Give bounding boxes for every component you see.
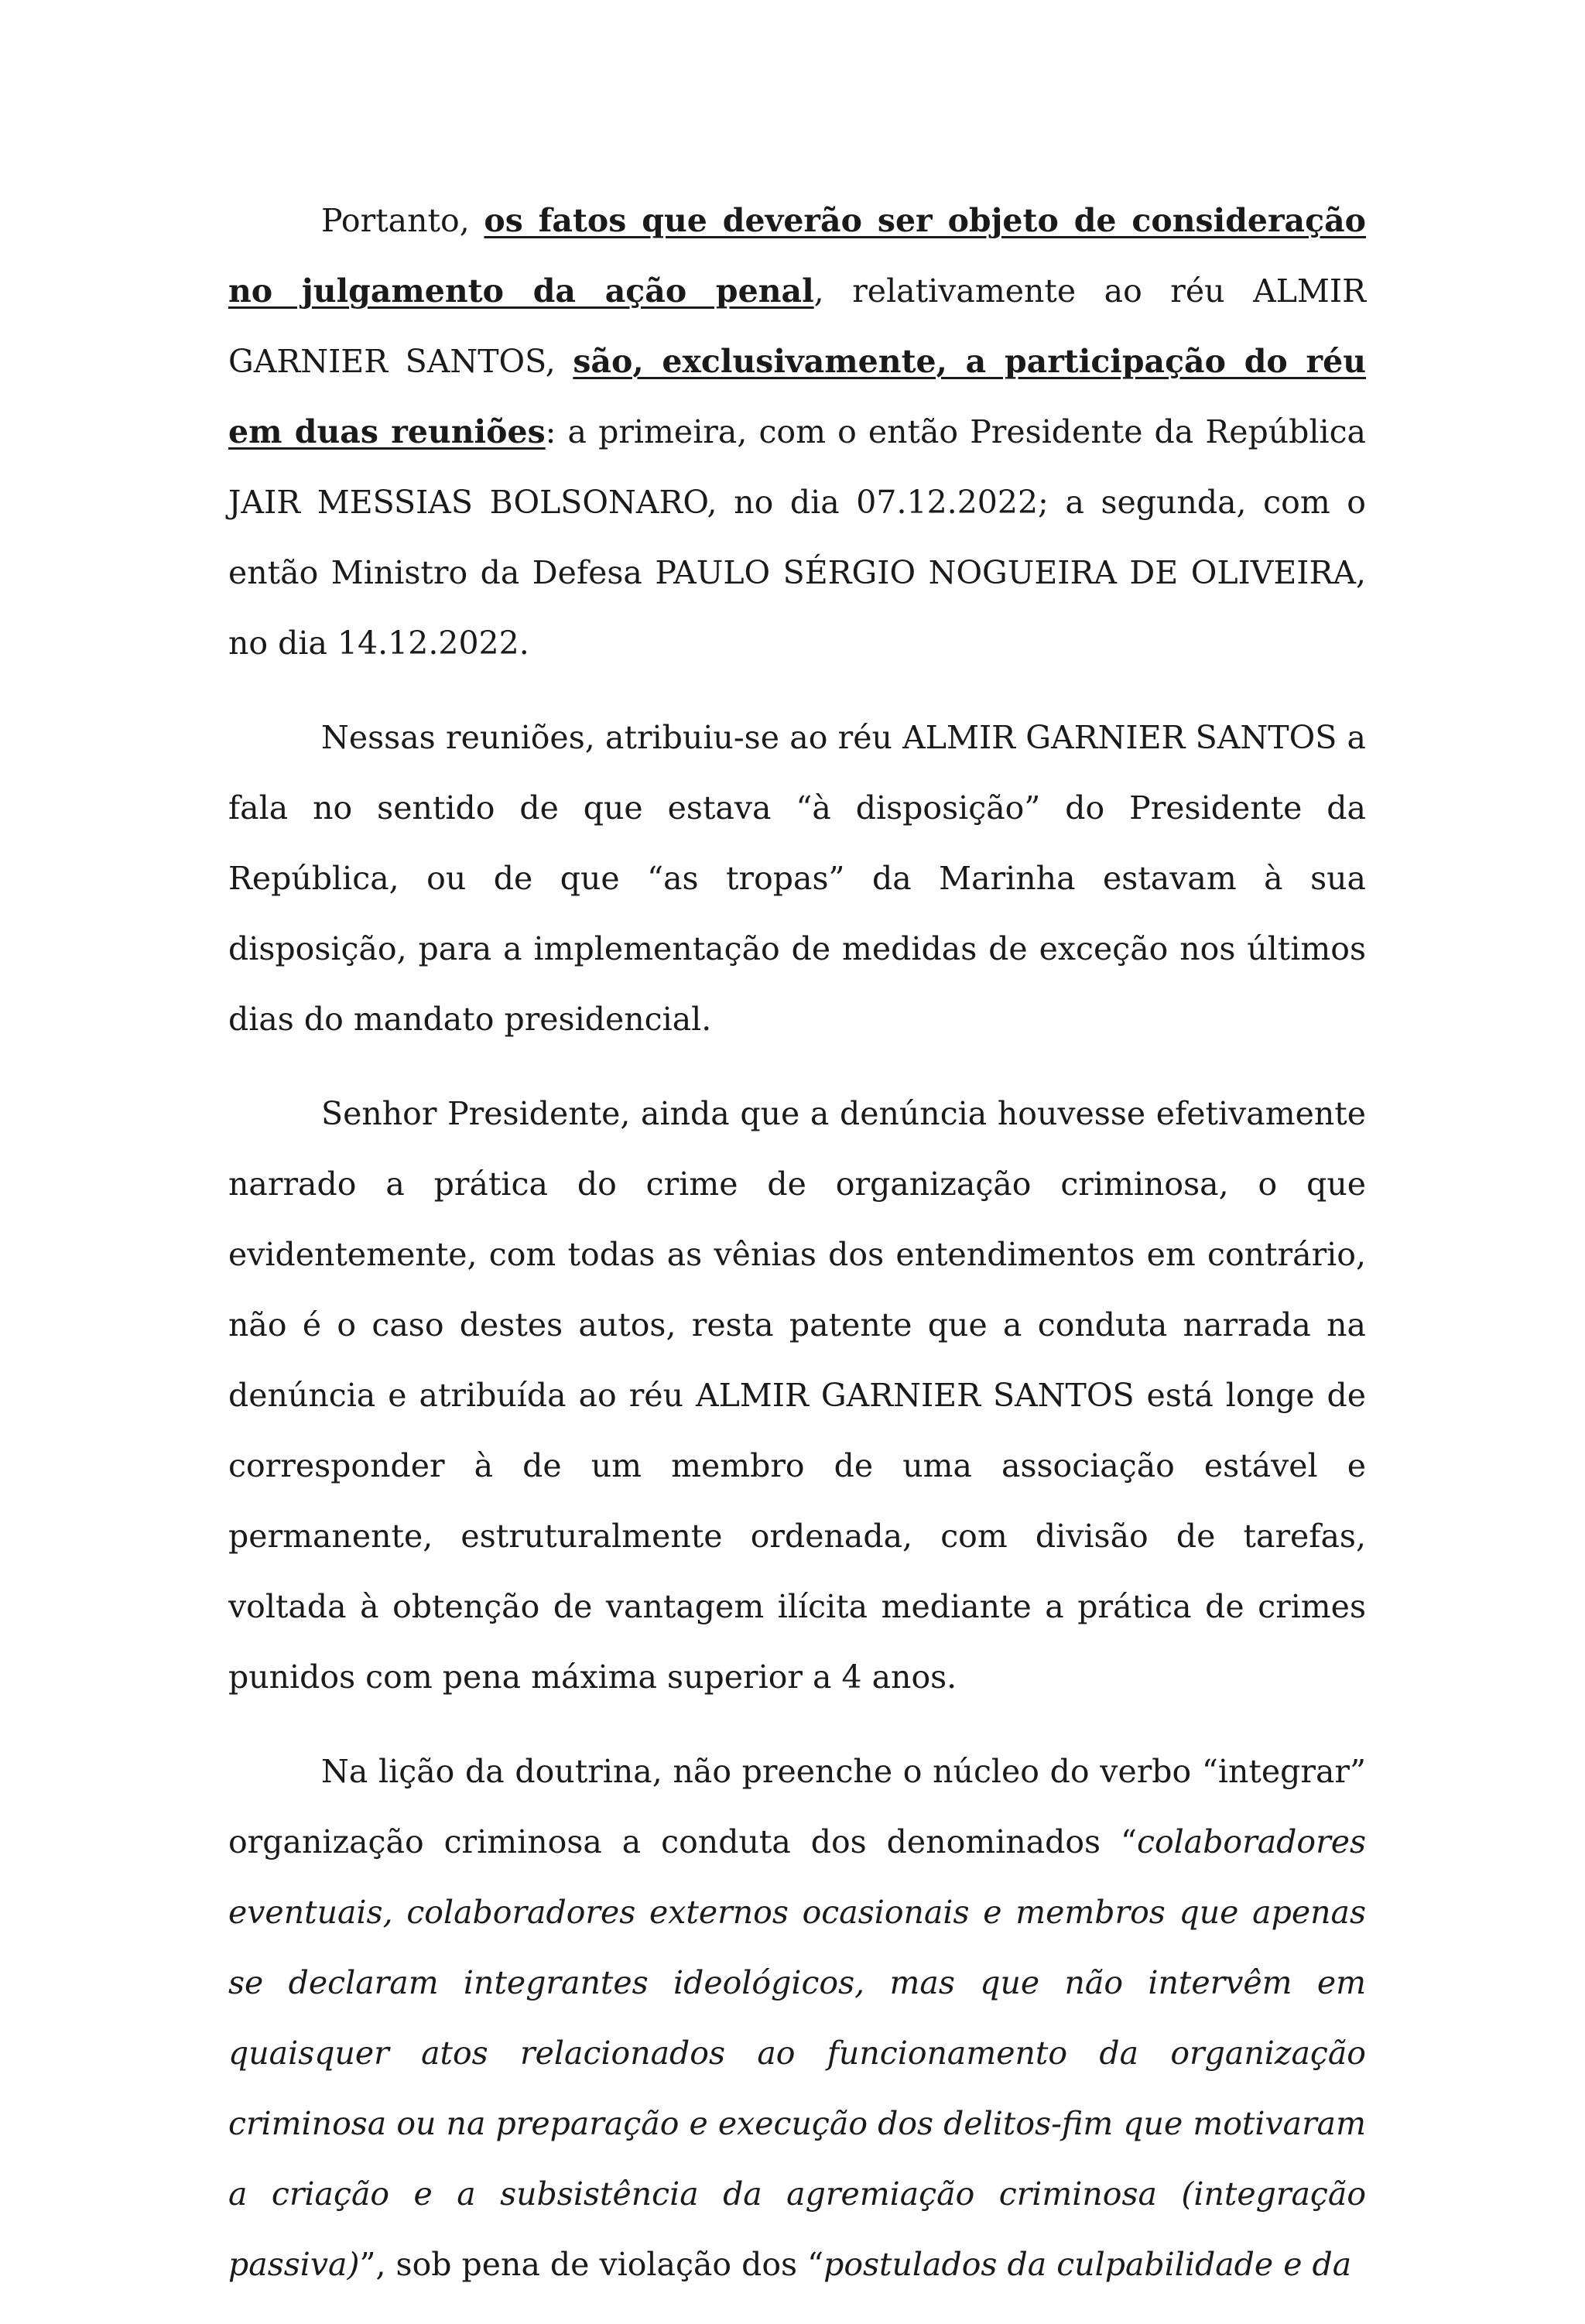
body-text [228,186,1366,2324]
paragraph-1 [228,186,1366,679]
emphasis-facts-for-judgment: os fatos que deverão ser objeto de consideração no julgamento da ação penal [228,202,1366,310]
principles-quotation: postulados da culpabilidade e da [823,2246,1352,2283]
paragraph-1-text: Portanto, [321,202,484,239]
paragraph-4-text: ”, sob pena de violação dos “ [359,2246,824,2283]
paragraph-2-text: Nessas reuniões, atribuiu-se ao réu ALMIR GARNIER SANTOS a fala no sentido de que estava “à disposição” do Presidente da República, ou de que “as tropas” da Marinha estavam à sua disposição, para a implementação de medidas de exceção nos últimos dias do mandato presidencial. [228,719,1366,1038]
paragraph-2 [228,703,1366,1055]
paragraph-3-text: Senhor Presidente, ainda que a denúncia houvesse efetivamente narrado a prática do crime de organização criminosa, o que evidentemente, com todas as vênias dos entendimentos em contrário, não é o caso destes autos, resta patente que a conduta narrada na denúncia e atribuída ao réu ALMIR GARNIER SANTOS está longe de corresponder à de um membro de uma associação estável e permanente, estruturalmente ordenada, com divisão de tarefas, voltada à obtenção de vantagem ilícita mediante a prática de crimes punidos com pena máxima superior a 4 anos. [228,1095,1366,1696]
paragraph-3 [228,1079,1366,1713]
doctrine-quotation: colaboradores eventuais, colaboradores externos ocasionais e membros que apenas se declaram integrantes ideológicos, mas que não intervêm em quaisquer atos relacionados ao funcionamento da organização criminosa ou na preparação e execução dos delitos-fim que motivaram a criação e a subsistência da agremiação criminosa (integração passiva) [228,1823,1366,2283]
emphasis-two-meetings: são, exclusivamente, a participação do réu em duas reuniões [228,343,1367,450]
paragraph-4 [228,1737,1366,2300]
paragraph-1-text: : a primeira, com o então Presidente da República JAIR MESSIAS BOLSONARO, no dia 07.12.2022; a segunda, com o então Ministro da Defesa PAULO SÉRGIO NOGUEIRA DE OLIVEIRA, no dia 14.12.2022. [228,413,1366,662]
paragraph-1-text: , relativamente ao réu ALMIR GARNIER SANTOS, [228,272,1366,380]
paragraph-4-text: Na lição da doutrina, não preenche o núcleo do verbo “integrar” organização criminosa a conduta dos denominados “ [228,1753,1366,1860]
